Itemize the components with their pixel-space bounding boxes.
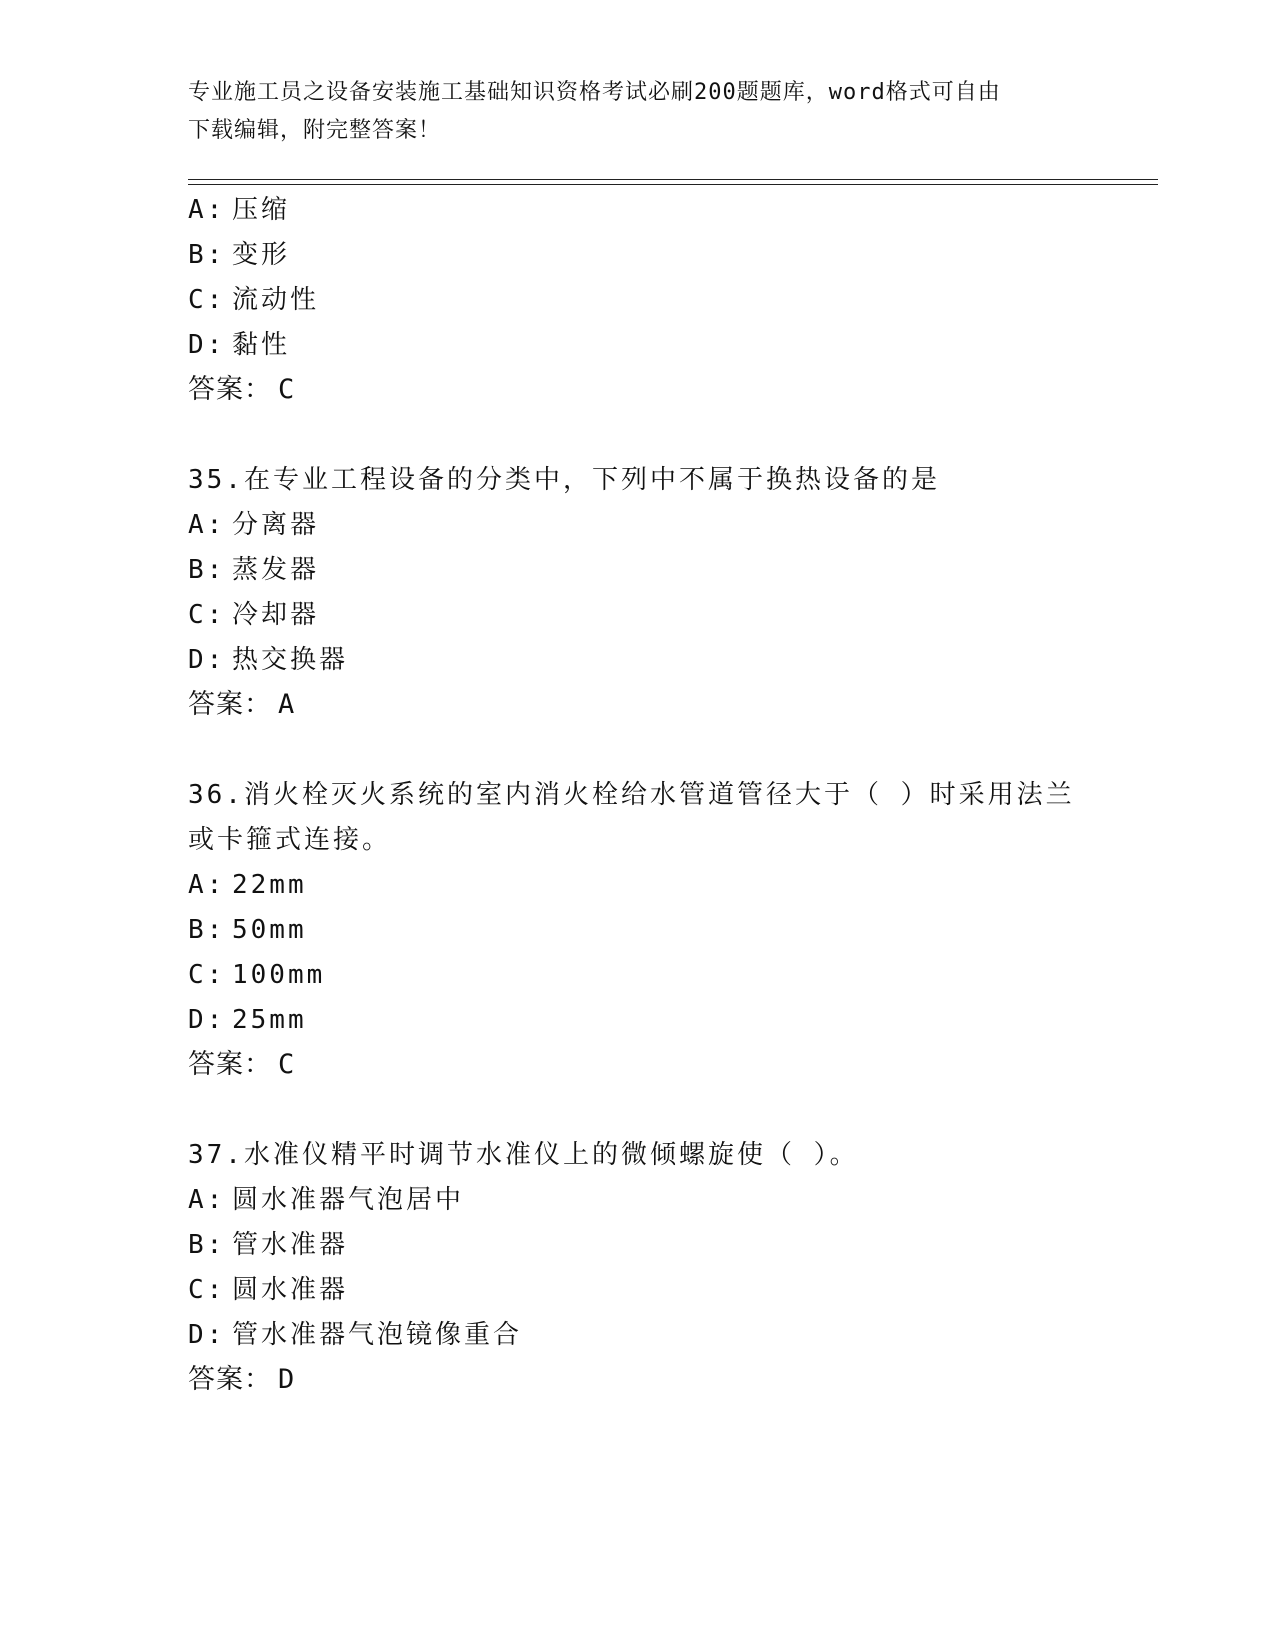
answer-label: 答案： <box>188 689 272 720</box>
option-letter: A: <box>188 870 226 900</box>
option-b <box>188 552 319 588</box>
option-text: 50mm <box>232 915 307 945</box>
option-letter: A: <box>188 195 226 225</box>
question-36-line-2: 或卡箍式连接。 <box>188 825 392 855</box>
answer-value: C <box>278 374 296 405</box>
option-d <box>188 1002 307 1038</box>
answer-value: A <box>278 689 296 720</box>
option-text: 流动性 <box>232 285 320 315</box>
document-header <box>188 74 1088 150</box>
question-35: 35.在专业工程设备的分类中，下列中不属于换热设备的是 <box>188 465 940 495</box>
answer-value: D <box>278 1364 296 1395</box>
option-text: 圆水准器 <box>232 1275 349 1305</box>
header-divider-bottom <box>188 184 1158 185</box>
question-37: 37.水准仪精平时调节水准仪上的微倾螺旋使（ ）。 <box>188 1140 859 1170</box>
option-letter: A: <box>188 510 226 540</box>
option-c <box>188 597 319 633</box>
option-letter: C: <box>188 960 226 990</box>
option-a <box>188 192 290 228</box>
option-c <box>188 282 319 318</box>
option-text: 变形 <box>232 240 291 270</box>
option-text: 管水准器 <box>232 1230 349 1260</box>
option-letter: B: <box>188 915 226 945</box>
option-letter: B: <box>188 555 226 585</box>
option-text: 黏性 <box>232 330 291 360</box>
option-a <box>188 867 307 903</box>
option-letter: C: <box>188 600 226 630</box>
header-divider-top <box>188 179 1158 180</box>
option-a <box>188 1182 464 1218</box>
option-a <box>188 507 319 543</box>
option-text: 蒸发器 <box>232 555 320 585</box>
option-b <box>188 912 307 948</box>
option-letter: C: <box>188 1275 226 1305</box>
option-text: 25mm <box>232 1005 307 1035</box>
option-letter: D: <box>188 645 226 675</box>
option-text: 100mm <box>232 960 326 990</box>
option-c <box>188 1272 348 1308</box>
option-text: 冷却器 <box>232 600 320 630</box>
option-letter: A: <box>188 1185 226 1215</box>
question-36-line-1: 36.消火栓灭火系统的室内消火栓给水管道管径大于（ ）时采用法兰 <box>188 780 1075 810</box>
option-letter: C: <box>188 285 226 315</box>
option-letter: D: <box>188 330 226 360</box>
option-text: 管水准器气泡镜像重合 <box>232 1320 523 1350</box>
option-text: 22mm <box>232 870 307 900</box>
option-letter: D: <box>188 1005 226 1035</box>
answer-line <box>188 687 295 723</box>
option-letter: B: <box>188 240 226 270</box>
answer-line <box>188 1047 295 1083</box>
option-text: 分离器 <box>232 510 320 540</box>
option-b <box>188 237 290 273</box>
header-line-2: 下载编辑，附完整答案！ <box>188 118 442 143</box>
option-c <box>188 957 325 993</box>
option-d <box>188 1317 522 1353</box>
answer-label: 答案： <box>188 1049 272 1080</box>
header-line-1: 专业施工员之设备安装施工基础知识资格考试必刷200题题库，word格式可自由 <box>188 80 1001 105</box>
option-letter: D: <box>188 1320 226 1350</box>
answer-value: C <box>278 1049 296 1080</box>
option-d <box>188 327 290 363</box>
option-d <box>188 642 348 678</box>
option-b <box>188 1227 348 1263</box>
option-letter: B: <box>188 1230 226 1260</box>
option-text: 压缩 <box>232 195 291 225</box>
option-text: 圆水准器气泡居中 <box>232 1185 465 1215</box>
answer-label: 答案： <box>188 1364 272 1395</box>
option-text: 热交换器 <box>232 645 349 675</box>
answer-line <box>188 1362 295 1398</box>
answer-label: 答案： <box>188 374 272 405</box>
answer-line <box>188 372 295 408</box>
